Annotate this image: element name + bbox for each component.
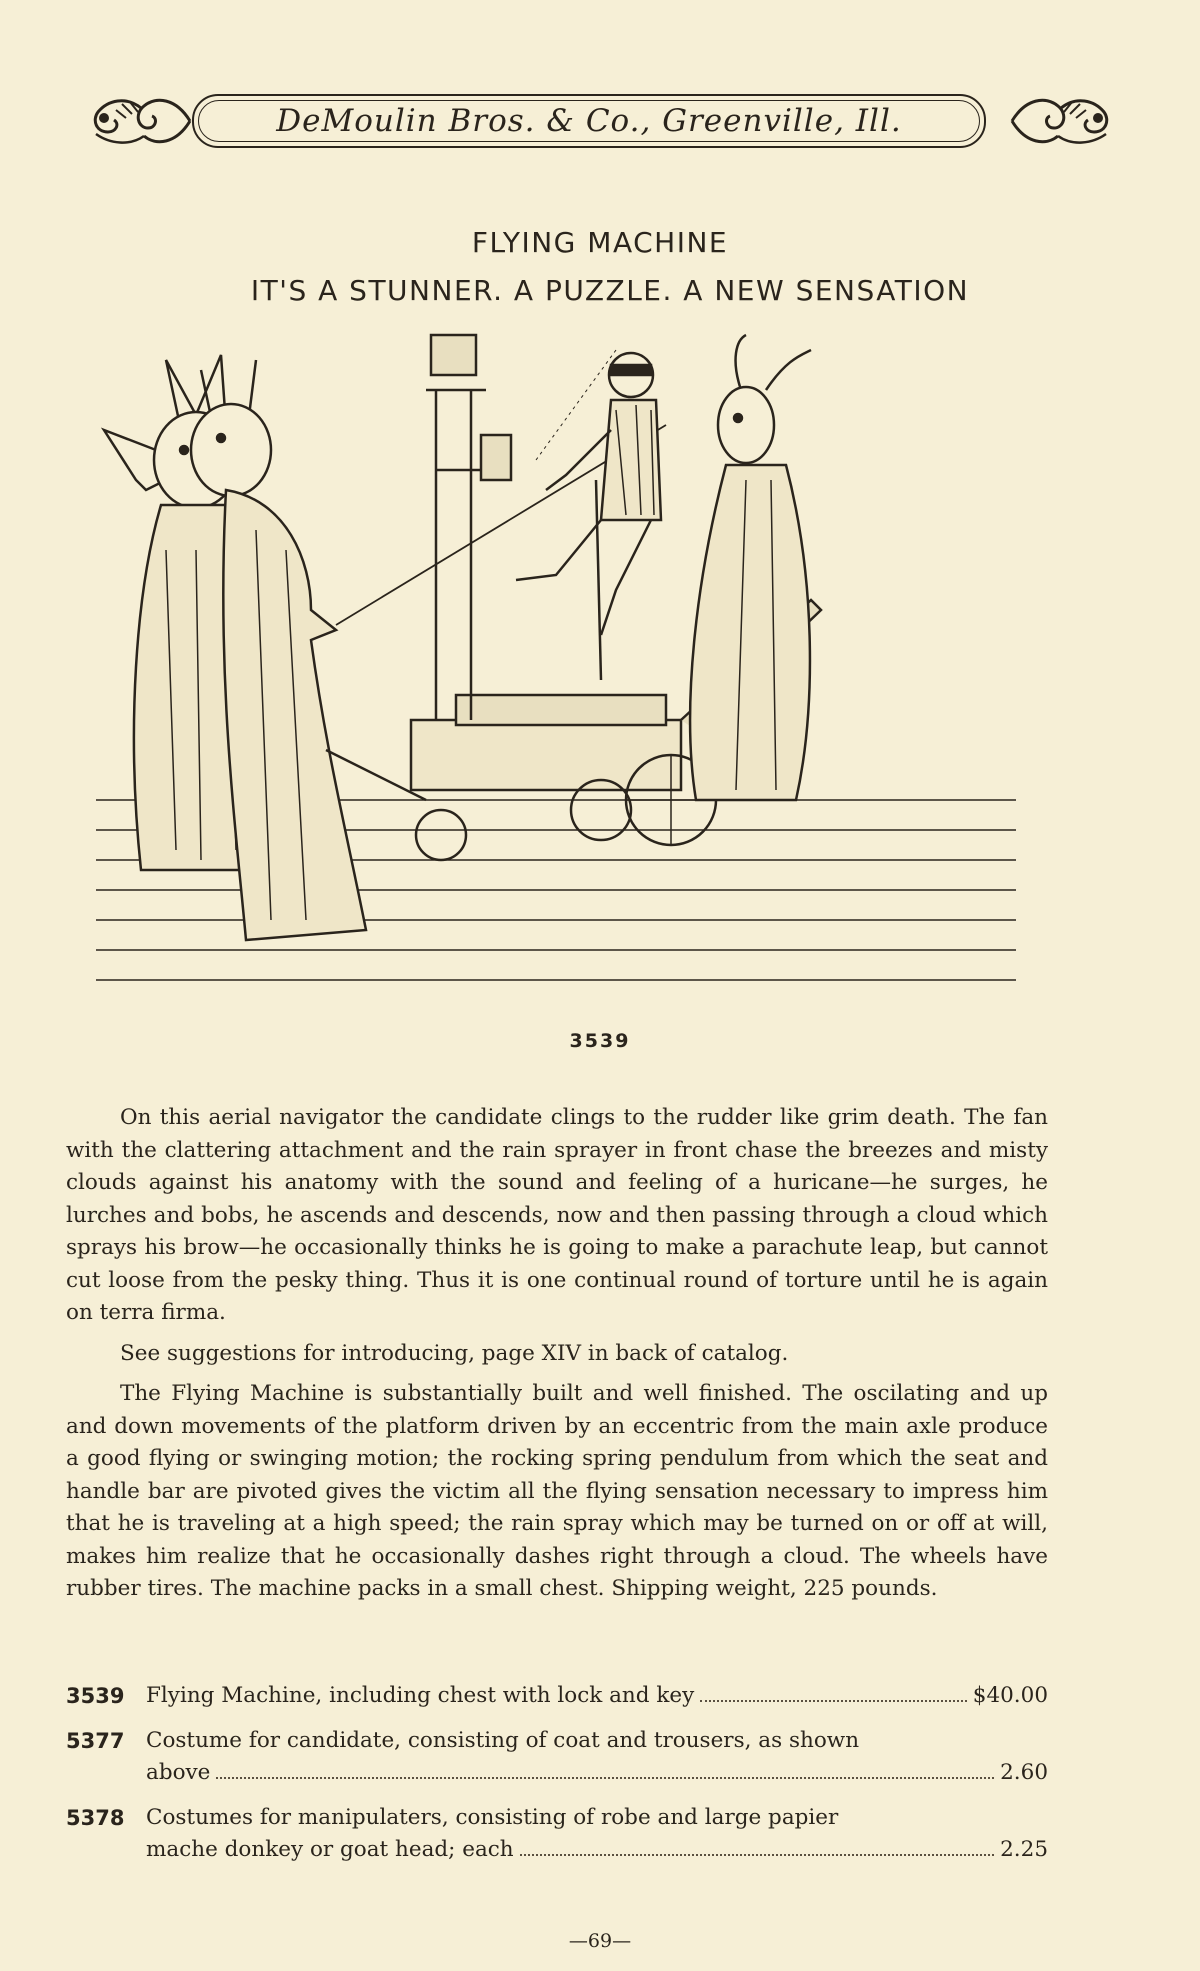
item-description-text: above xyxy=(146,1760,211,1785)
description-paragraph: See suggestions for introducing, page XIV in back of catalog. xyxy=(120,1340,789,1366)
item-description xyxy=(146,1802,1048,1866)
banner-frame xyxy=(192,94,986,148)
item-description-text: mache donkey or goat head; each xyxy=(146,1837,514,1862)
item-description-text: Flying Machine, including chest with lock and key xyxy=(146,1683,695,1708)
price-list-item xyxy=(66,1802,1048,1866)
scroll-ornament-right-icon xyxy=(1006,88,1116,154)
price-list-item xyxy=(66,1680,1048,1712)
page-subtitle: IT'S A STUNNER. A PUZZLE. A NEW SENSATION xyxy=(250,274,970,307)
page-number: —69— xyxy=(568,1930,632,1952)
description-body xyxy=(66,1102,1048,1614)
item-price: 2.25 xyxy=(1000,1837,1048,1862)
item-number: 5378 xyxy=(66,1806,125,1830)
leader-dots xyxy=(700,1700,966,1702)
item-number: 5377 xyxy=(66,1729,125,1753)
illustration-catalog-number: 3539 xyxy=(569,1030,631,1052)
description-paragraph: The Flying Machine is substantially built and well finished. The oscilating and up and down movements of the platform driven by an eccentric from the main axle produce a good flying or swinging motion; the rocking spring pendulum from which the seat and handle bar are pivoted gives the victim all the flying sensation necessary to impress him that he is traveling at a high speed; the rain spray which may be turned on or off at will, makes him realize that he occasionally dashes right through a cloud. The wheels have rubber tires. The machine packs in a small chest. Shipping weight, 225 pounds. xyxy=(66,1381,1048,1601)
leader-dots xyxy=(520,1854,994,1856)
company-banner-text: DeMoulin Bros. & Co., Greenville, Ill. xyxy=(276,103,902,139)
item-description-text: Costumes for manipulaters, consisting of robe and large papier xyxy=(146,1805,839,1830)
item-number: 3539 xyxy=(66,1684,125,1708)
flying-machine-illustration xyxy=(96,330,1016,1010)
description-paragraph: On this aerial navigator the candidate clings to the rudder like grim death. The fan with the clattering attachment and the rain sprayer in front chase the breezes and misty clouds against his anatomy with the sound and feeling of a huricane—he surges, he lurches and bobs, he ascends and descends, now and then passing through a cloud which sprays his brow—he occasionally thinks he is going to make a parachute leap, but cannot cut loose from the pesky thing. Thus it is one continual round of torture until he is again on terra firma. xyxy=(66,1105,1048,1325)
header-banner xyxy=(86,88,1116,154)
item-description-text: Costume for candidate, consisting of coat and trousers, as shown xyxy=(146,1728,860,1753)
price-list-item xyxy=(66,1725,1048,1789)
page-title: FLYING MACHINE xyxy=(471,226,729,259)
item-price: $40.00 xyxy=(972,1683,1048,1708)
goat-figure xyxy=(690,335,811,800)
price-list xyxy=(66,1680,1048,1879)
item-description xyxy=(146,1725,1048,1789)
leader-dots xyxy=(216,1777,994,1779)
item-description xyxy=(146,1680,1048,1712)
scroll-ornament-left-icon xyxy=(86,88,196,154)
candidate-rider-figure xyxy=(516,350,661,680)
item-price: 2.60 xyxy=(1000,1760,1048,1785)
